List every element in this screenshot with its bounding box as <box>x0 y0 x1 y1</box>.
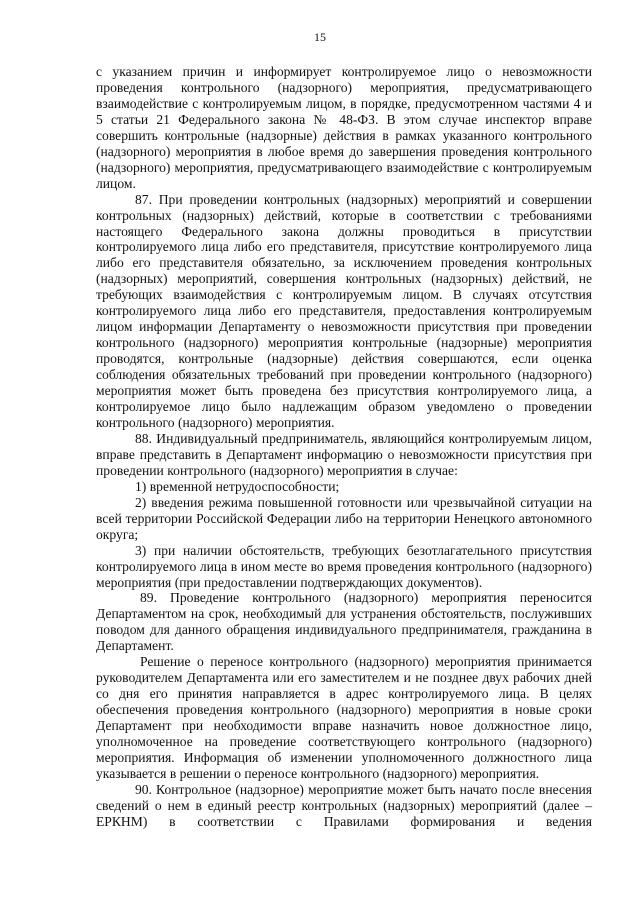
paragraph-continuation: с указанием причин и информирует контролируемое лицо о невозможности проведения контрольного (надзорного) мероприятия, предусматривающего взаимодействие с контролируемым лицом, в порядке, предусмотренном частями 4 и 5 статьи 21 Федерального закона № 48-ФЗ. В этом случае инспектор вправе совершить контрольные (надзорные) действия в рамках указанного контрольного (надзорного) мероприятия в любое время до завершения проведения контрольного (надзорного) мероприятия, предусматривающего взаимодействие с контролируемым лицом. <box>96 64 592 191</box>
paragraph-88: 88. Индивидуальный предприниматель, являющийся контролируемым лицом, вправе представить в Департамент информацию о невозможности присутствия при проведении контрольного (надзорного) мероприятия в случае: <box>96 430 592 478</box>
paragraph-89-decision: Решение о переносе контрольного (надзорного) мероприятия принимается руководителем Департамента или его заместителем и не позднее двух рабочих дней со дня его принятия направляется в адрес контролируемого лица. В целях обеспечения проведения контрольного (надзорного) мероприятия в новые сроки Департамент при необходимости вправе назначить новое должностное лицо, уполномоченное на проведение соответствующего контрольного (надзорного) мероприятия. Информация об изменении уполномоченного должностного лица указывается в решении о переносе контрольного (надзорного) мероприятия. <box>96 654 592 781</box>
paragraph-89: 89. Проведение контрольного (надзорного) мероприятия переносится Департаментом на срок, необходимый для устранения обстоятельств, послуживших поводом для данного обращения индивидуального предпринимателя, гражданина в Департамент. <box>96 590 592 654</box>
list-item-3: 3) при наличии обстоятельств, требующих безотлагательного присутствия контролируемого лица в ином месте во время проведения контрольного (надзорного) мероприятия (при предоставлении подтверждающих документов). <box>96 542 592 590</box>
paragraph-87: 87. При проведении контрольных (надзорных) мероприятий и совершении контрольных (надзорных) действий, которые в соответствии с требованиями настоящего Федерального закона должны проводиться в присутствии контролируемого лица либо его представителя, присутствие контролируемого лица либо его представителя обязательно, за исключением проведения контрольных (надзорных) мероприятий, совершения контрольных (надзорных) действий, не требующих взаимодействия с контролируемым лицом. В случаях отсутствия контролируемого лица либо его представителя, предоставления контролируемым лицом информации Департаменту о невозможности присутствия при проведении контрольного (надзорного) мероприятия контрольные (надзорные) мероприятия проводятся, контрольные (надзорные) действия совершаются, если оценка соблюдения обязательных требований при проведении контрольного (надзорного) мероприятия может быть проведена без присутствия контролируемого лица, а контролируемое лицо было надлежащим образом уведомлено о проведении контрольного (надзорного) мероприятия. <box>96 191 592 430</box>
document-body <box>96 64 592 830</box>
list-item-2: 2) введения режима повышенной готовности или чрезвычайной ситуации на всей территории Российской Федерации либо на территории Ненецкого автономного округа; <box>96 494 592 542</box>
list-item-1: 1) временной нетрудоспособности; <box>135 478 340 494</box>
page-number: 15 <box>314 30 326 44</box>
paragraph-90: 90. Контрольное (надзорное) мероприятие может быть начато после внесения сведений о нем в единый реестр контрольных (надзорных) мероприятий (далее – ЕРКНМ) в соответствии с Правилами формирования и ведения <box>96 781 592 829</box>
